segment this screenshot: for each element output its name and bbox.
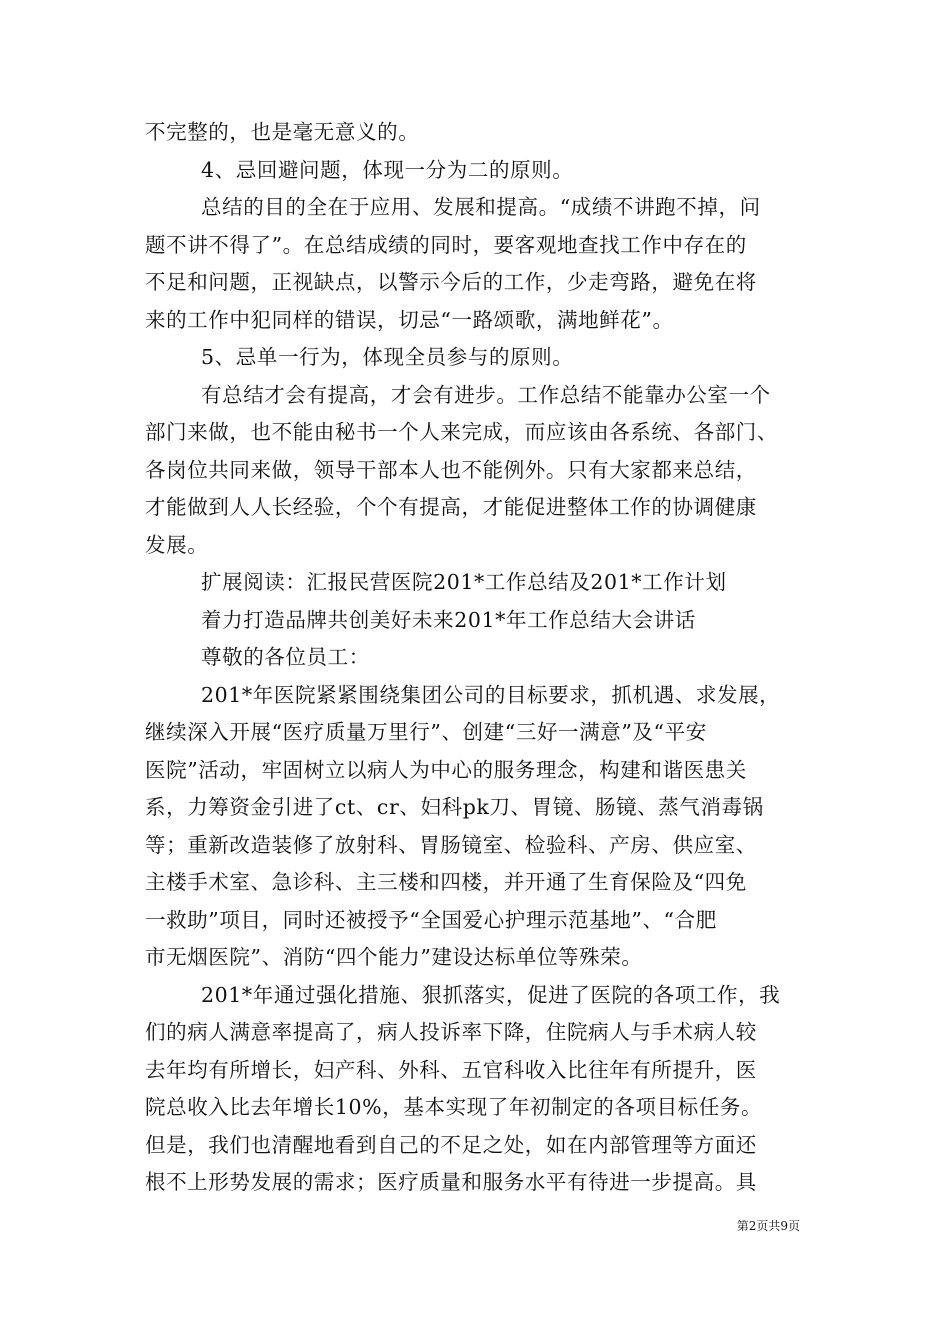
text-line: 不足和问题，正视缺点，以警示今后的工作，少走弯路，避免在将 <box>145 270 757 294</box>
text-line: 题不讲不得了”。在总结成绩的同时，要客观地查找工作中存在的 <box>145 232 747 257</box>
text-line: 来的工作中犯同样的错误，切忌“一路颂歌，满地鲜花”。 <box>145 307 674 332</box>
text-line: 发展。 <box>145 532 209 557</box>
text-line: 院总收入比去年增长10%，基本实现了年初制定的各项目标任务。 <box>145 1095 763 1119</box>
text-line: 201*年医院紧紧围绕集团公司的目标要求，抓机遇、求发展， <box>201 682 781 707</box>
text-line: 有总结才会有提高，才会有进步。工作总结不能靠办公室一个 <box>201 382 771 407</box>
text-line: 不完整的，也是毫无意义的。 <box>145 120 420 144</box>
page-number-footer: 第2页共9页 <box>736 1219 800 1233</box>
text-line: 继续深入开展“医疗质量万里行”、创建“三好一满意”及“平安 <box>145 720 707 744</box>
text-line: 尊敬的各位员工： <box>201 645 370 669</box>
text-line: 才能做到人人长经验，个个有提高，才能促进整体工作的协调健康 <box>145 495 757 519</box>
text-line: 但是，我们也清醒地看到自己的不足之处，如在内部管理等方面还 <box>145 1132 757 1157</box>
document-body <box>145 114 810 1202</box>
text-line: 扩展阅读：汇报民营医院201*工作总结及201*工作计划 <box>201 570 727 594</box>
text-line: 着力打造品牌共创美好未来201*年工作总结大会讲话 <box>201 607 696 632</box>
text-line: 根不上形势发展的需求；医疗质量和服务水平有待进一步提高。具 <box>145 1170 757 1194</box>
text-line: 等；重新改造装修了放射科、胃肠镜室、检验科、产房、供应室、 <box>145 832 757 857</box>
text-line: 市无烟医院”、消防“四个能力”建设达标单位等殊荣。 <box>145 945 643 969</box>
text-line: 们的病人满意率提高了，病人投诉率下降，住院病人与手术病人较 <box>145 1020 757 1044</box>
text-line: 医院”活动，牢固树立以病人为中心的服务理念，构建和谐医患关 <box>145 757 747 782</box>
text-line: 4、忌回避问题，体现一分为二的原则。 <box>201 157 574 182</box>
text-line: 5、忌单一行为，体现全员参与的原则。 <box>201 345 574 369</box>
text-line: 总结的目的全在于应用、发展和提高。“成绩不讲跑不掉，问 <box>201 195 761 219</box>
text-line: 201*年通过强化措施、狠抓落实，促进了医院的各项工作，我 <box>201 982 781 1007</box>
text-line: 一救助”项目，同时还被授予“全国爱心护理示范基地”、“合肥 <box>145 907 717 932</box>
text-line: 系，力筹资金引进了ct、cr、妇科pk刀、胃镜、肠镜、蒸气消毒锅 <box>145 795 764 819</box>
text-line: 部门来做，也不能由秘书一个人来完成，而应该由各系统、各部门、 <box>145 420 778 444</box>
text-line: 去年均有所增长，妇产科、外科、五官科收入比往年有所提升，医 <box>145 1057 757 1082</box>
text-line: 主楼手术室、急诊科、主三楼和四楼，并开通了生育保险及“四免 <box>145 870 747 894</box>
text-line: 各岗位共同来做，领导干部本人也不能例外。只有大家都来总结， <box>145 457 757 482</box>
